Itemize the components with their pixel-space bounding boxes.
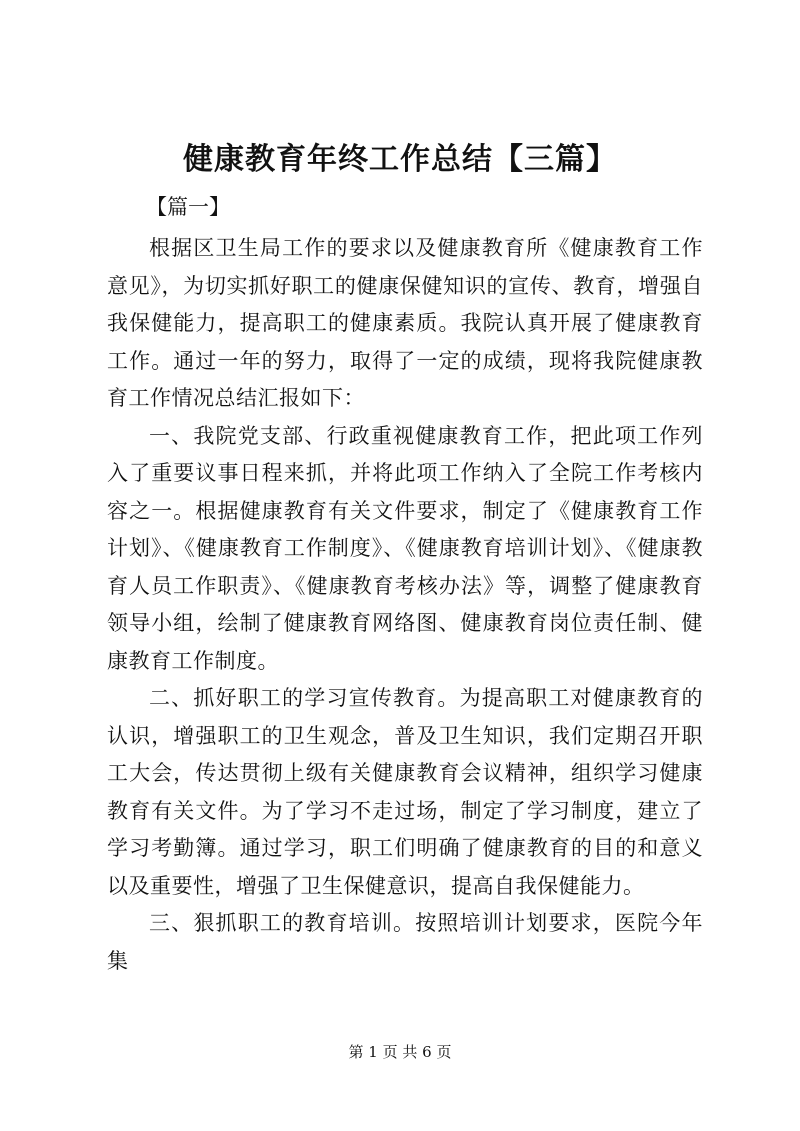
page-footer: 第 1 页 共 6 页 <box>348 1043 452 1061</box>
paragraph-intro: 根据区卫生局工作的要求以及健康教育所《健康教育工作意见》，为切实抓好职工的健康保健知识的宣传、教育，增强自我保健能力，提高职工的健康素质。我院认真开展了健康教育工作。通过一年的努力，取得了一定的成绩，现将我院健康教育工作情况总结汇报如下： <box>107 236 703 410</box>
paragraph-2: 二、抓好职工的学习宣传教育。为提高职工对健康教育的认识，增强职工的卫生观念，普及卫生知识，我们定期召开职工大会，传达贯彻上级有关健康教育会议精神，组织学习健康教育有关文件。为了学习不走过场，制定了学习制度，建立了学习考勤簿。通过学习，职工们明确了健康教育的目的和意义以及重要性，增强了卫生保健意识，提高自我保健能力。 <box>107 686 703 898</box>
paragraph-1: 一、我院党支部、行政重视健康教育工作，把此项工作列入了重要议事日程来抓，并将此项工作纳入了全院工作考核内容之一。根据健康教育有关文件要求，制定了《健康教育工作计划》、《健康教育工作制度》、《健康教育培训计划》、《健康教育人员工作职责》、《健康教育考核办法》等，调整了健康教育领导小组，绘制了健康教育网络图、健康教育岗位责任制、健康教育工作制度。 <box>107 423 703 673</box>
paragraph-3: 三、狠抓职工的教育培训。按照培训计划要求，医院今年集 <box>107 911 703 973</box>
document-body <box>107 230 703 980</box>
document-title: 健康教育年终工作总结【三篇】 <box>183 142 617 177</box>
section-label: 【篇一】 <box>146 195 230 219</box>
